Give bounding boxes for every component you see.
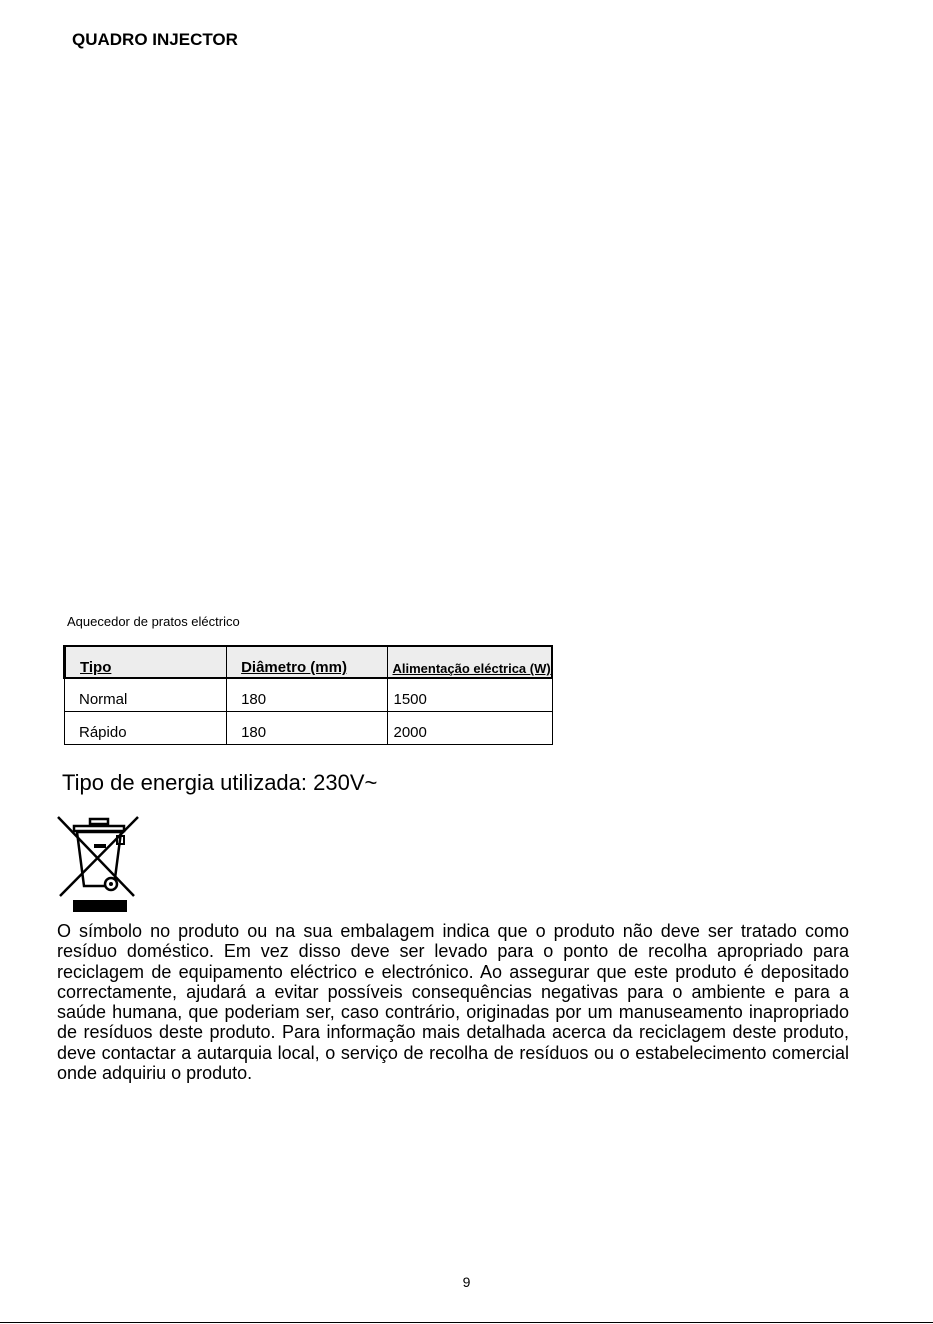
table-caption: Aquecedor de pratos eléctrico (67, 614, 240, 629)
cell-tipo: Rápido (65, 712, 227, 745)
header-diametro: Diâmetro (mm) (227, 646, 388, 678)
header-alimentacao: Alimentação eléctrica (W) (388, 646, 552, 678)
crossed-out-wheeled-bin-icon (54, 814, 142, 914)
table-header-row (65, 646, 553, 678)
cell-tipo: Normal (65, 678, 227, 712)
cell-diametro: 180 (227, 678, 388, 712)
cell-alimentacao: 2000 (388, 712, 552, 745)
cell-diametro: 180 (227, 712, 388, 745)
specification-table (63, 645, 553, 745)
table-row (65, 678, 553, 712)
table-row (65, 712, 553, 745)
page-title: QUADRO INJECTOR (72, 30, 238, 49)
disposal-notice: O símbolo no produto ou na sua embalagem indica que o produto não deve ser tratado como resíduo doméstico. Em vez disso deve ser levado para o ponto de recolha apropriado para reciclagem de equipamento eléctrico e electrónico. Ao assegurar que este produto é depositado correctamente, ajudará a evitar possíveis consequências negativas para o ambiente e para a saúde humana, que poderiam ser, caso contrário, originadas por um manuseamento inapropriado de resíduos deste produto. Para informação mais detalhada acerca da reciclagem deste produto, deve contactar a autarquia local, o serviço de recolha de resíduos ou o estabelecimento comercial onde adquiriu o produto. (57, 921, 849, 1084)
header-tipo: Tipo (65, 646, 227, 678)
energy-type-line: Tipo de energia utilizada: 230V~ (62, 770, 378, 795)
cell-alimentacao: 1500 (388, 678, 552, 712)
bottom-rule (0, 1322, 933, 1323)
page-number: 9 (462, 1274, 471, 1290)
